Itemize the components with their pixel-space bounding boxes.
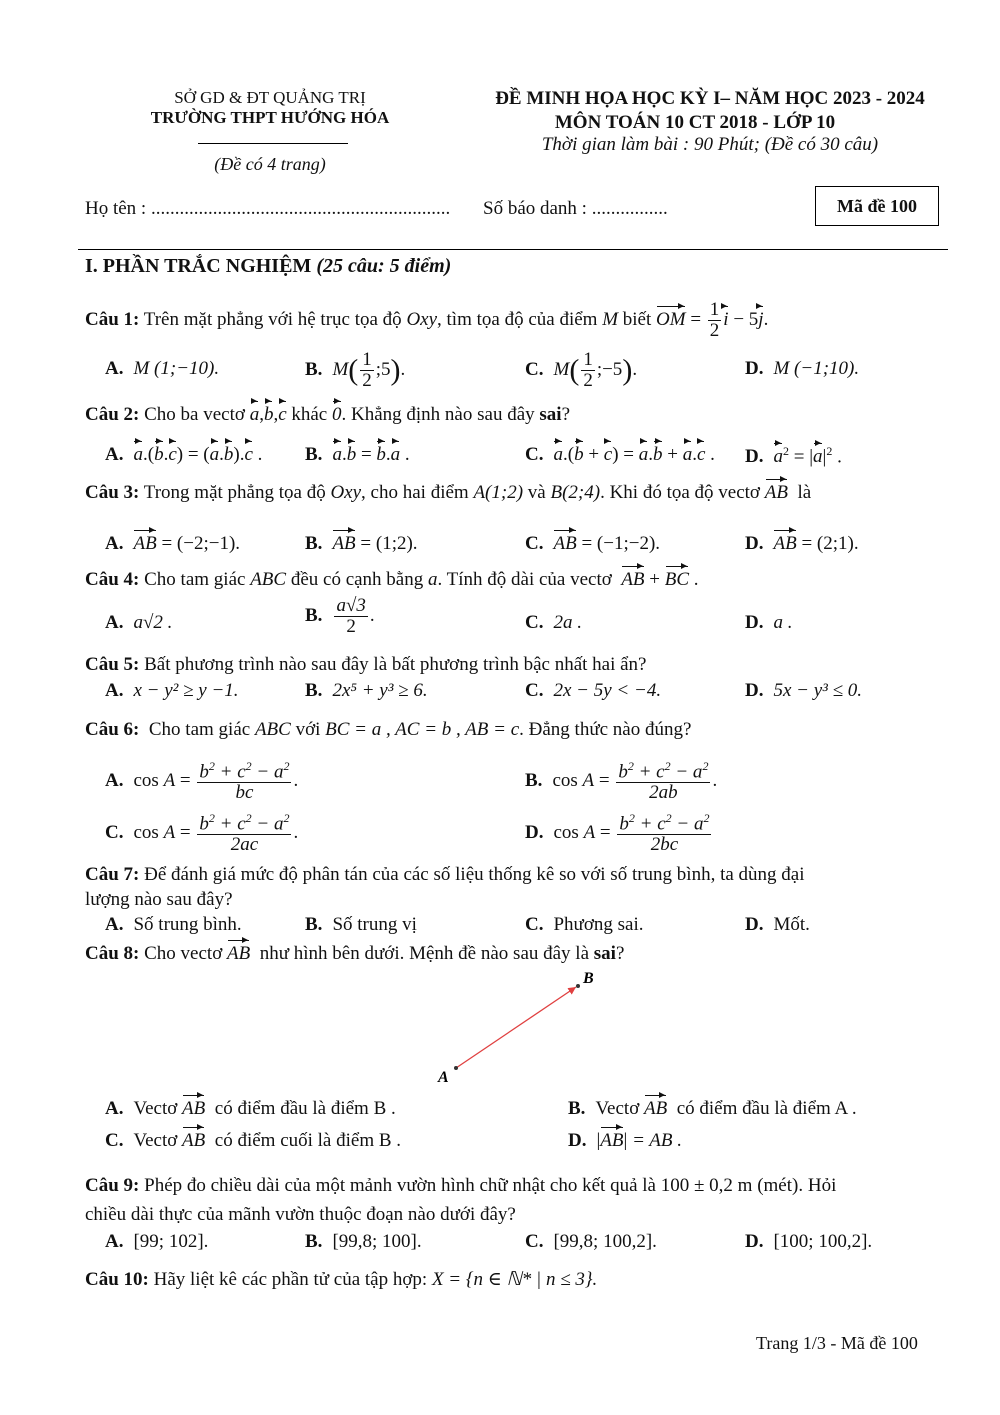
q6-condition: BC = a , AC = b , AB = c	[325, 719, 520, 740]
q9-text2: (mét). Hỏi	[757, 1175, 837, 1196]
q5-option-a[interactable]: A. x − y² ≥ y −1.	[105, 680, 239, 701]
q6-option-d[interactable]: D. cos A = $\frac{b^2 + c^2 - a^2}{2bc}$	[525, 811, 710, 856]
q9-text3: chiều dài thực của mãnh vườn thuộc đoạn nào dưới đây?	[85, 1204, 516, 1225]
name-field: Họ tên : ...............................................................	[85, 198, 451, 219]
exam-code-box	[815, 186, 939, 226]
q7-text: Để đánh giá mức độ phân tán của các số liệu thống kê so với số trung bình, ta dùng đại	[144, 864, 805, 885]
q6-label: Câu 6:	[85, 719, 140, 740]
time-note: Thời gian làm bài : 90 Phút; (Đề có 30 câu)	[541, 134, 879, 155]
q1-oxy: Oxy	[406, 308, 438, 330]
question-3: Câu 3: Trong mặt phẳng tọa độ Oxy, cho hai điểm A(1;2) và B(2;4). Khi đó tọa độ vectơ AB là	[85, 482, 812, 503]
vector-ab-line	[456, 987, 576, 1068]
q1-label: Câu 1:	[85, 308, 140, 330]
q9-option-b[interactable]: B. [99,8; 100].	[305, 1231, 422, 1252]
q3-option-d[interactable]: D. AB = (2;1).	[745, 533, 859, 554]
q3-option-c[interactable]: C. AB = (−1;−2).	[525, 533, 661, 554]
q5-option-c[interactable]: C. 2x − 5y < −4.	[525, 680, 662, 701]
q3-option-a[interactable]: A. AB = (−2;−1).	[105, 533, 241, 554]
q4-label: Câu 4:	[85, 569, 140, 590]
q2-option-c[interactable]: C. a.(b + c) = a.b + a.c .	[525, 444, 715, 465]
question-10	[85, 1268, 597, 1291]
q9-text: Phép đo chiều dài của một mảnh vườn hình chữ nhật cho kết quả là	[144, 1175, 656, 1196]
q7-option-c[interactable]: C. Phương sai.	[525, 914, 644, 935]
exam-title: ĐỀ MINH HỌA HỌC KỲ I– NĂM HỌC 2023 - 2024	[495, 88, 925, 109]
q4-option-a[interactable]: A. a√2 .	[105, 612, 173, 633]
q8-text: Cho vectơ	[144, 943, 223, 964]
q3-point-a: A(1;2)	[473, 482, 524, 503]
q1-option-a[interactable]: A. M (1;−10).	[105, 358, 220, 379]
q1-formula: OM = $\frac{1}{2}$ i − 5j.	[656, 299, 769, 341]
q8-label: Câu 8:	[85, 943, 140, 964]
point-b-dot	[576, 984, 580, 988]
point-b-label: B	[583, 970, 594, 987]
q4-text3: . Tính độ dài của vectơ	[437, 569, 612, 590]
q3-label: Câu 3:	[85, 482, 140, 503]
q8-option-a[interactable]: A. Vectơ AB có điểm đầu là điểm B .	[105, 1098, 396, 1119]
q7-option-d[interactable]: D. Mốt.	[745, 914, 810, 935]
section-title: I. PHẦN TRẮC NGHIỆM	[85, 255, 312, 277]
question-2: Câu 2: Cho ba vectơ a,b,c khác 0. Khẳng định nào sau đây sai?	[85, 404, 571, 425]
q8-option-b[interactable]: B. Vectơ AB có điểm đầu là điểm A .	[568, 1098, 857, 1119]
student-id-field: Số báo danh : ................	[483, 198, 668, 219]
q3-text2: , cho hai điểm	[361, 482, 469, 503]
q6-option-b[interactable]: B. cos A = $\frac{b^2 + c^2 - a^2}{2ab}$ .	[525, 759, 718, 804]
q5-label: Câu 5:	[85, 654, 140, 675]
q1-text2: , tìm tọa độ của điểm	[437, 308, 598, 330]
point-a-label: A	[438, 1069, 449, 1085]
q2-text: Cho ba vectơ	[144, 404, 245, 425]
question-9	[85, 1175, 836, 1197]
question-1	[85, 300, 768, 341]
q5-option-d[interactable]: D. 5x − y³ ≤ 0.	[745, 680, 863, 701]
q10-label: Câu 10:	[85, 1269, 149, 1290]
q4-option-d[interactable]: D. a .	[745, 612, 793, 633]
section-divider	[78, 249, 948, 250]
question-6: Câu 6: Cho tam giác ABC với BC = a , AC = b , AB = c. Đẳng thức nào đúng?	[85, 719, 692, 740]
page-footer: Trang 1/3 - Mã đề 100	[756, 1333, 918, 1353]
q9-option-d[interactable]: D. [100; 100,2].	[745, 1231, 873, 1252]
q5-text: Bất phương trình nào sau đây là bất phương trình bậc nhất hai ẩn?	[144, 654, 647, 675]
q9-option-a[interactable]: A. [99; 102].	[105, 1231, 209, 1252]
section-heading	[85, 255, 451, 278]
question-5	[85, 654, 647, 676]
question-7	[85, 864, 805, 886]
q9-option-c[interactable]: C. [99,8; 100,2].	[525, 1231, 657, 1252]
q7-option-b[interactable]: B. Số trung vị	[305, 914, 417, 935]
header-underline	[198, 143, 348, 144]
q4-text: Cho tam giác	[144, 569, 246, 590]
school-name: TRƯỜNG THPT HƯỚNG HÓA	[150, 108, 390, 127]
pages-note: (Đề có 4 trang)	[214, 154, 326, 174]
q7-text2: lượng nào sau đây?	[85, 889, 233, 910]
q4-option-c[interactable]: C. 2a .	[525, 612, 582, 633]
q4-option-b[interactable]: B. $\frac{a√3}{2}$ .	[305, 595, 375, 637]
q2-sai: sai	[539, 404, 562, 425]
q7-label: Câu 7:	[85, 864, 140, 885]
q2-option-b[interactable]: B. a.b = b.a .	[305, 444, 410, 465]
q1-m: M	[602, 308, 619, 330]
q8-option-c[interactable]: C. Vectơ AB có điểm cuối là điểm B .	[105, 1130, 402, 1151]
q2-text2: khác	[291, 404, 328, 425]
q9-label: Câu 9:	[85, 1175, 140, 1196]
department-name: SỞ GD & ĐT QUẢNG TRỊ	[174, 88, 366, 107]
q4-text2: đều có cạnh bằng	[290, 569, 424, 590]
q9-value: 100 ± 0,2 m	[660, 1175, 753, 1196]
q10-set: X = {n ∈ ℕ* | n ≤ 3}.	[431, 1269, 598, 1290]
q1-option-b[interactable]: B. M( $\frac{1}{2}$ ;5).	[305, 349, 406, 391]
q8-text2: như hình bên dưới. Mệnh đề nào sau đây là	[259, 943, 590, 964]
q6-text: Cho tam giác	[148, 719, 251, 740]
q3-text3: . Khi đó tọa độ vectơ	[600, 482, 760, 503]
q1-text: Trên mặt phẳng với hệ trục tọa độ	[143, 308, 402, 330]
q6-option-c[interactable]: C. cos A = $\frac{b^2 + c^2 - a^2}{2ac}$ .	[105, 811, 299, 856]
q2-label: Câu 2:	[85, 404, 140, 425]
q5-option-b[interactable]: B. 2x⁵ + y³ ≥ 6.	[305, 680, 428, 701]
q8-option-d[interactable]: D. |AB| = AB .	[568, 1130, 683, 1151]
point-a-dot	[454, 1066, 458, 1070]
q3-point-b: B(2;4)	[550, 482, 601, 503]
section-subtitle: (25 câu: 5 điểm)	[316, 255, 452, 277]
q3-text: Trong mặt phẳng tọa độ	[143, 482, 326, 503]
q1-option-c[interactable]: C. M( $\frac{1}{2}$ ;−5).	[525, 349, 638, 391]
q1-text3: biết	[622, 308, 652, 330]
q2-text3: . Khẳng định nào sau đây	[341, 404, 535, 425]
q3-option-b[interactable]: B. AB = (1;2).	[305, 533, 418, 554]
q1-option-d[interactable]: D. M (−1;10).	[745, 358, 860, 379]
q10-text: Hãy liệt kê các phần tử của tập hợp:	[153, 1269, 428, 1290]
subject-title: MÔN TOÁN 10 CT 2018 - LỚP 10	[554, 112, 836, 133]
q2-option-a[interactable]: A. a.(b.c) = (a.b).c .	[105, 444, 263, 465]
exam-code: Mã đề 100	[837, 196, 917, 216]
q2-option-d[interactable]: D. $a^2 = |a|^2$ .	[745, 444, 842, 468]
q6-option-a[interactable]: A. cos A = $\frac{b^2 + c^2 - a^2}{bc}$ .	[105, 759, 299, 804]
q7-option-a[interactable]: A. Số trung bình.	[105, 914, 242, 935]
q6-text3: . Đẳng thức nào đúng?	[519, 719, 692, 740]
question-8: Câu 8: Cho vectơ AB như hình bên dưới. Mệnh đề nào sau đây là sai?	[85, 943, 625, 964]
question-4: Câu 4: Cho tam giác ABC đều có cạnh bằng a. Tính độ dài của vectơ AB + BC .	[85, 569, 699, 590]
vector-ab-figure	[430, 965, 610, 1085]
